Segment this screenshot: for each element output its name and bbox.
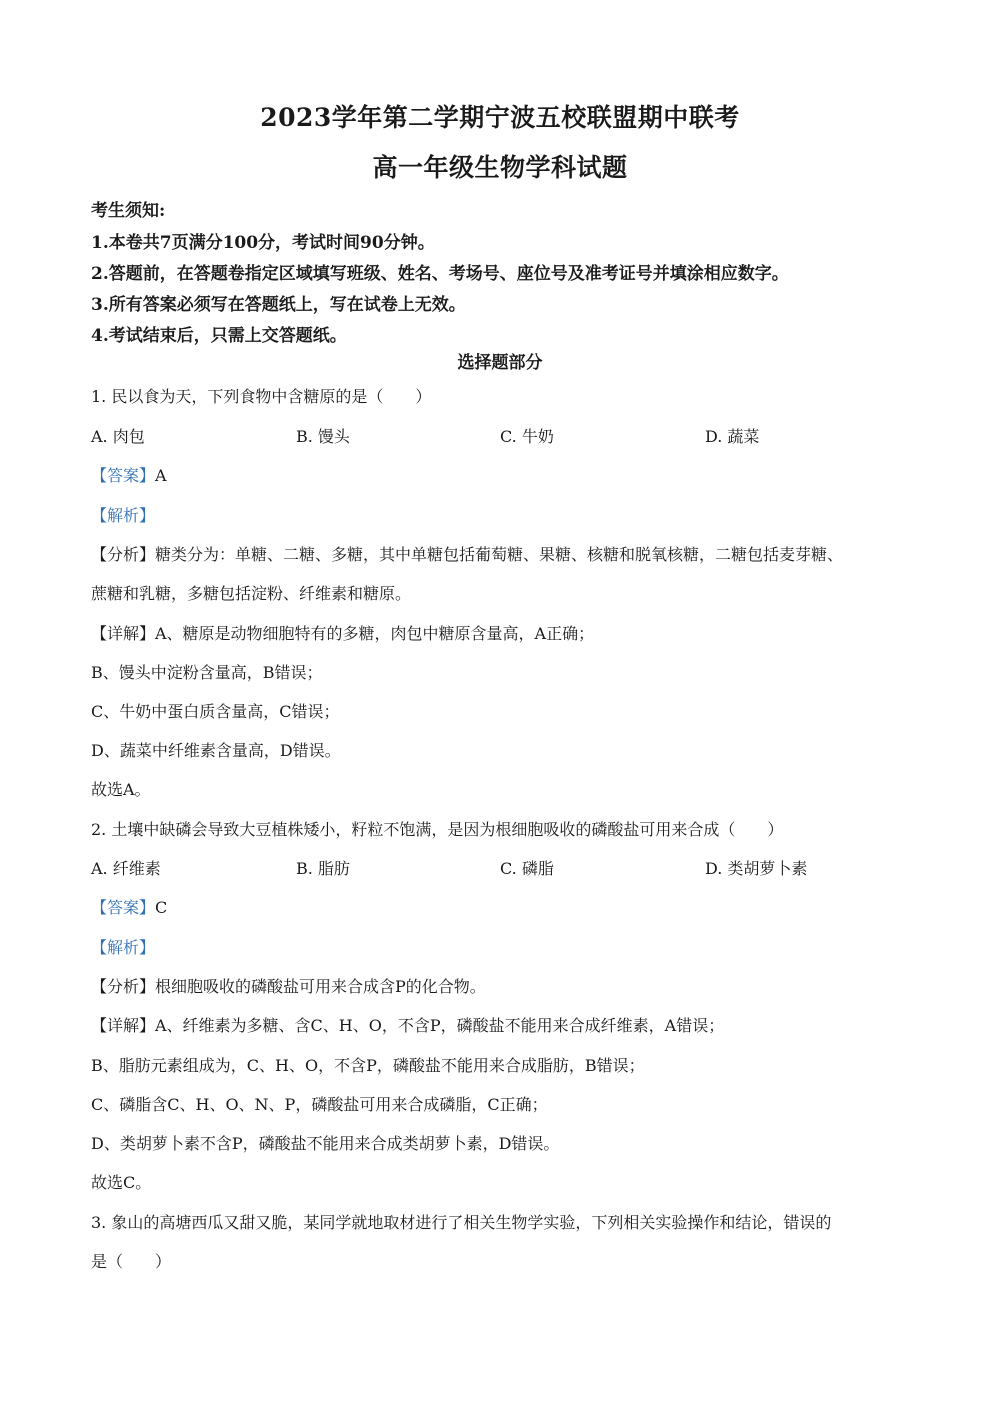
question-1-stem: 1. 民以食为天，下列食物中含糖原的是（ ） (91, 387, 432, 406)
question-1-analysis-label: 【解析】 (91, 506, 156, 525)
analysis-line: C、牛奶中蛋白质含量高，C错误； (91, 702, 340, 721)
exam-title: 2023学年第二学期宁波五校联盟期中联考 (260, 103, 740, 132)
notice-item: 4.考试结束后，只需上交答题纸。 (91, 326, 347, 346)
analysis-line: 故选C。 (91, 1173, 152, 1192)
question-1-option-c: C. 牛奶 (500, 427, 554, 446)
analysis-line: D、蔬菜中纤维素含量高，D错误。 (91, 741, 341, 760)
answer-label: 【答案】 (91, 898, 156, 917)
question-1-answer (91, 463, 167, 486)
question-2-option-b: B. 脂肪 (296, 859, 350, 878)
notice-item: 1.本卷共7页满分100分，考试时间90分钟。 (91, 233, 435, 253)
exam-subtitle: 高一年级生物学科试题 (372, 153, 628, 182)
analysis-line: 【分析】糖类分为：单糖、二糖、多糖，其中单糖包括葡萄糖、果糖、核糖和脱氧核糖，二糖包括麦芽糖、 (91, 545, 844, 564)
answer-value: A (155, 466, 167, 485)
question-1-option-b: B. 馒头 (296, 427, 350, 446)
question-2-analysis-label: 【解析】 (91, 938, 156, 957)
question-2-stem: 2. 土壤中缺磷会导致大豆植株矮小，籽粒不饱满，是因为根细胞吸收的磷酸盐可用来合成（ ） (91, 820, 784, 839)
analysis-line: B、馒头中淀粉含量高，B错误； (91, 663, 323, 682)
analysis-line: C、磷脂含C、H、O、N、P，磷酸盐可用来合成磷脂，C正确； (91, 1095, 548, 1114)
analysis-line: 蔗糖和乳糖，多糖包括淀粉、纤维素和糖原。 (91, 584, 412, 603)
analysis-line: 【分析】根细胞吸收的磷酸盐可用来合成含P的化合物。 (91, 977, 486, 996)
answer-value: C (155, 898, 168, 917)
question-2-option-a: A. 纤维素 (91, 859, 161, 878)
notice-heading: 考生须知: (91, 201, 166, 221)
notice-item: 2.答题前，在答题卷指定区域填写班级、姓名、考场号、座位号及准考证号并填涂相应数字。 (91, 264, 789, 284)
analysis-line: B、脂肪元素组成为，C、H、O，不含P，磷酸盐不能用来合成脂肪，B错误； (91, 1056, 645, 1075)
section-title: 选择题部分 (457, 353, 543, 373)
question-3-stem: 3. 象山的高塘西瓜又甜又脆，某同学就地取材进行了相关生物学实验，下列相关实验操作和结论，错误的 (91, 1213, 832, 1232)
analysis-line: 【详解】A、糖原是动物细胞特有的多糖，肉包中糖原含量高，A正确； (91, 624, 595, 643)
notice-item: 3.所有答案必须写在答题纸上，写在试卷上无效。 (91, 295, 466, 315)
question-2-option-d: D. 类胡萝卜素 (705, 859, 808, 878)
answer-label: 【答案】 (91, 466, 156, 485)
question-1-option-a: A. 肉包 (91, 427, 145, 446)
analysis-line: D、类胡萝卜素不含P，磷酸盐不能用来合成类胡萝卜素，D错误。 (91, 1134, 560, 1153)
question-3-stem-continued: 是（ ） (91, 1252, 172, 1271)
question-2-answer (91, 895, 167, 918)
question-2-option-c: C. 磷脂 (500, 859, 554, 878)
question-1-option-d: D. 蔬菜 (705, 427, 760, 446)
analysis-line: 【详解】A、纤维素为多糖、含C、H、O，不含P，磷酸盐不能用来合成纤维素，A错误； (91, 1016, 725, 1035)
analysis-line: 故选A。 (91, 780, 151, 799)
